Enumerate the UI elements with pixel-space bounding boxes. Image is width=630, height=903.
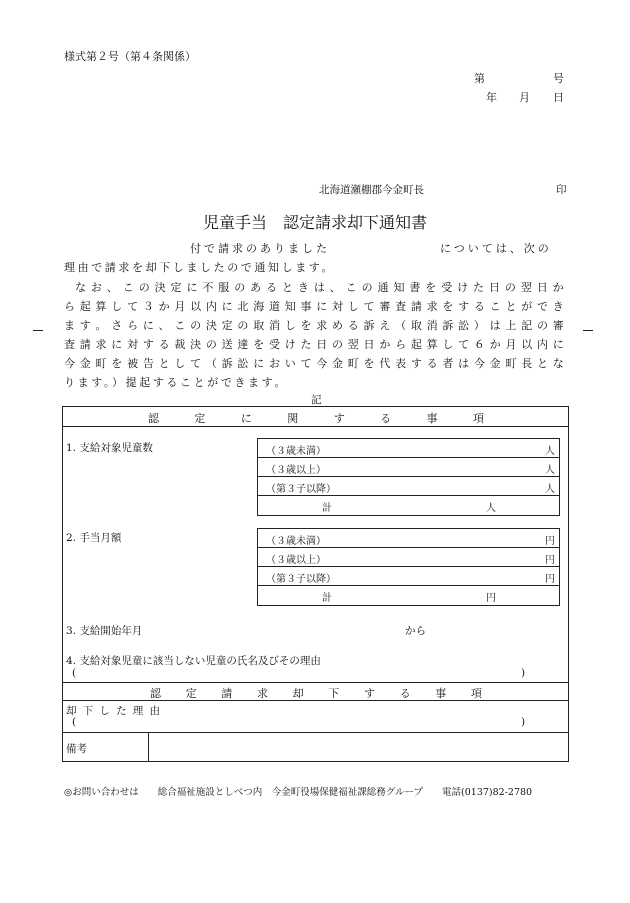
date-day: 日 — [553, 91, 564, 104]
item2-unit-3: 円 — [545, 574, 555, 585]
number-go: 号 — [553, 72, 564, 85]
section1-header-char: 認 — [148, 412, 159, 425]
remarks-divider — [148, 732, 149, 762]
body-line-1a: 付で請求のありました — [190, 242, 330, 255]
item1-unit-2: 人 — [545, 465, 555, 476]
divider — [62, 732, 569, 733]
item1-label: 1. 支給対象児童数 — [66, 442, 153, 454]
number-dai: 第 — [474, 72, 485, 85]
section2-header — [150, 685, 482, 701]
item4-open-paren: ( — [72, 667, 77, 679]
section2-header-char: 却 — [292, 687, 304, 700]
item1-row-third: （第３子以降） — [266, 484, 336, 495]
section2-header-char: 定 — [185, 687, 197, 700]
item1-row-under3: （３歳未満） — [266, 446, 326, 457]
item1-box — [257, 438, 560, 516]
section1-header-char: 定 — [194, 412, 206, 425]
section2-header-char: 請 — [221, 687, 233, 700]
body-line-1b: については、次の — [440, 242, 552, 255]
seal-mark: 印 — [556, 184, 567, 196]
reason-open-paren: ( — [72, 716, 77, 728]
item1-unit-1: 人 — [545, 446, 555, 457]
document-title: 児童手当 認定請求却下通知書 — [202, 213, 427, 232]
item2-row-over3: （３歳以上） — [266, 555, 326, 566]
item2-box — [257, 528, 560, 606]
body-paragraph: な お 、 こ の 決 定 に 不 服 の あ る と き は 、 こ の 通 知 書 を 受 け た 日 の 翌 日 か ら 起 算 し て ３ か 月 以 内 に 北 海 道 知 事 に 対 し て 審 査 請 求 を す る こ と が で き ま す 。 さ ら に 、 こ の 決 定 の 取 消 し を 求 め る 訴 え （ 取 消 訴 訟 ） は 上 記 の 審 査 請 求 に 対 す る 裁 決 の 送 達 を 受 け た 日 の 翌 日 か ら 起 算 し て ６ か 月 以 内 に 今 金 町 を 被 告 と し て （ 訴 訟 に お い て 今 金 町 を 代 表 す る 者 は 今 金 町 長 と な ります。）提起することができます。 — [64, 278, 564, 392]
form-number: 様式第２号（第４条関係） — [64, 50, 196, 63]
item4-close-paren: ) — [521, 667, 526, 679]
body-line-2: 理由で請求を却下しましたので通知します。 — [64, 261, 336, 274]
item1-total-label: 計 — [322, 503, 332, 514]
item1-unit-3: 人 — [545, 484, 555, 495]
section1-header — [148, 410, 484, 426]
item2-unit-2: 円 — [545, 555, 555, 566]
date-month: 月 — [519, 91, 530, 104]
section1-header-char: 項 — [472, 412, 484, 425]
item2-total-label: 計 — [322, 593, 332, 604]
item2-row-third: （第３子以降） — [266, 574, 336, 585]
divider — [62, 426, 569, 427]
item3-label: 3. 支給開始年月 — [66, 625, 143, 637]
divider — [62, 682, 569, 683]
reason-label-char: 下 — [82, 705, 94, 717]
issuer-name: 北海道瀬棚郡今金町長 — [319, 184, 424, 196]
margin-mark-right — [583, 330, 593, 331]
item2-total-unit: 円 — [486, 593, 496, 604]
item2-row-under3: （３歳未満） — [266, 536, 326, 547]
section2-header-char: 事 — [435, 687, 447, 700]
item2-unit-1: 円 — [545, 536, 555, 547]
reason-close-paren: ) — [521, 716, 526, 728]
item3-from: から — [405, 625, 426, 637]
reason-label-char: 却 — [66, 705, 77, 717]
section2-header-char: 下 — [328, 687, 340, 700]
reason-label-char: し — [99, 705, 110, 717]
ki-label: 記 — [311, 394, 322, 406]
date-year: 年 — [486, 91, 497, 104]
divider — [62, 700, 569, 701]
section1-header-char: す — [333, 412, 345, 425]
section2-header-char: る — [399, 687, 411, 700]
item4-label: 4. 支給対象児童に該当しない児童の氏名及びその理由 — [66, 655, 321, 667]
section1-header-char: に — [240, 412, 252, 425]
contact-footer: ◎お問い合わせは 総合福祉施設としべつ内 今金町役場保健福祉課総務グループ 電話(0137)82-2780 — [64, 787, 533, 798]
reason-label-char: 理 — [132, 705, 144, 717]
section2-header-char: 求 — [256, 687, 268, 700]
section2-header-char: 項 — [470, 687, 482, 700]
reason-label-char: 由 — [149, 705, 160, 717]
item2-label: 2. 手当月額 — [66, 532, 122, 544]
section1-header-char: 事 — [426, 412, 438, 425]
section2-header-char: 認 — [150, 687, 161, 700]
section1-header-char: 関 — [287, 412, 299, 425]
body-line-8: ります。）提起することができます。 — [64, 376, 288, 389]
margin-mark-left — [33, 330, 43, 331]
remarks-label: 備考 — [66, 743, 87, 755]
reason-label — [66, 703, 160, 718]
item1-total-unit: 人 — [486, 503, 496, 514]
item1-row-over3: （３歳以上） — [266, 465, 326, 476]
section2-header-char: す — [363, 687, 375, 700]
reason-label-char: た — [116, 705, 127, 717]
section1-header-char: る — [380, 412, 392, 425]
